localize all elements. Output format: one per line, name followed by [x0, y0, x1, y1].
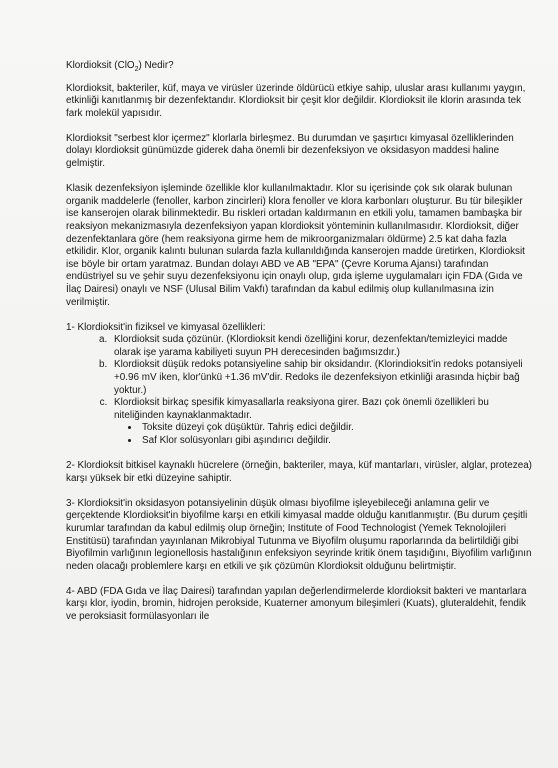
paragraph-classic-disinfection: Klasik dezenfeksiyon işleminde özellikle klor kullanılmaktadır. Klor su içerisinde çok sık olarak bulunan organik maddelerle (fenoller, karbon zincirleri) klora fenoller ve klora karbonları oluşturur. Bu tür bileşikler ise kanserojen olarak bilinmektedir. Bu riskleri ortadan kaldırmanın en etkili yolu, tamamen bambaşka bir reaksiyon mekanizmasıyla dezenfeksiyon yapan klordioksit yönteminin kullanılmasıdır. Klordioksit, diğer dezenfektanlara göre (hem reaksiyona girme hem de mikroorganizmaları öldürme) 2.5 kat daha fazla etkilidir. Klor, organik kalıntı bulunan sularda fazla kullanıldığında kanserojen madde üretirken, Klordioksit ise böyle bir ortam yaratmaz. Bundan dolayı ABD ve AB "EPA" (Çevre Koruma Ajansı) tarafından endüstriyel su ve şehir suyu dezenfeksiyonu için onaylı olup, gıda işleme uygulamaları için FDA (Gıda ve İlaç Dairesi) onaylı ve NSF (Ulusal Bilim Vakfı) tarafından da kabul edilmiş olup kullanılmasına izin verilmiştir. — [66, 183, 525, 308]
property-text: Klordioksit suda çözünür. (Klordioksit kendi özelliğini korur, dezenfektan/temizleyici madde olarak işe yarama kabiliyeti suyun PH derecesinden bağımsızdır.) — [114, 334, 508, 358]
list-item — [110, 397, 536, 447]
section-plant-cells: 2- Klordioksit bitkisel kaynaklı hücrelere (örneğin, bakteriler, maya, küf mantarları, virüsler, alglar, protezea) karşı yüksek bir etki düzeyine sahiptir. — [66, 460, 532, 484]
paragraph-definition: Klordioksit, bakteriler, küf, maya ve virüsler üzerinde öldürücü etkiye sahip, uluslar arası kullanımı yaygın, etkinliği kanıtlanmış bir dezenfektandır. Klordioksit bir çeşit klor değildir. Klordioksit ile klorin arasında tek fark molekül yapısıdır. — [66, 82, 526, 119]
section-heading: 1- Klordioksit'in fiziksel ve kimyasal özellikleri: — [66, 321, 266, 333]
bullet-item: • Toksite düzeyi çok düşüktür. Tahriş edici değildir. — [140, 422, 536, 435]
property-text: Klordioksit düşük redoks potansiyeline sahip bir oksidandır. (Klorindioksit'in redoks potansiyeli +0.96 mV iken, klor'ünkü +1.36 mV'dir. Redoks ile dezenfeksiyon etkinliği arasında hiçbir bağ yoktur.) — [114, 359, 523, 396]
list-item — [110, 334, 536, 359]
bullet-item: • Saf Klor solüsyonları gibi aşındırıcı değildir. — [140, 435, 536, 448]
title-suffix: ) Nedir? — [138, 60, 174, 71]
list-item — [110, 359, 536, 397]
section-fda-evaluation: 4- ABD (FDA Gıda ve İlaç Dairesi) tarafından yapılan değerlendirmelerde klordioksit bakteri ve mantarlara karşı klor, iyodin, bromin, hidrojen perokside, Kuaterner amonyum bileşimleri (Kuats), gluteraldehit, fendik ve peroksiasit formülasyonları ile — [66, 585, 527, 622]
property-list — [66, 334, 536, 447]
section-biofilm: 3- Klordioksit'in oksidasyon potansiyelinin düşük olması biyofilme işleyebileceği anlamına gelir ve gerçektende Klordioksit'in biyofilme karşı en etkili kimyasal madde olduğu kanıtlanmıştır. (Bu durum çeşitli kurumlar tarafından da kabul edilmiş olup örneğin; Institute of Food Technologist (Yemek Teknolojileri Enstitüsü) tarafından yayınlanan Mikrobiyal Tutunma ve Biyofilm oluşumu raporlarında da belirtildiği gibi Biyofilmin varlığının legionellosis hastalığının enfeksiyon seyrinde kritik önem taşıdığını, Biyofilim varlığının neden olacağı problemlere karşı en etkili ve şık çözümün Klordioksit olduğunu belirtmiştir. — [66, 497, 532, 572]
title-subscript: 2 — [134, 65, 139, 73]
title-text: Klordioksit (ClO — [66, 60, 135, 71]
document-title — [66, 60, 536, 73]
section-properties — [66, 322, 536, 448]
paragraph-free-chlorine: Klordioksit "serbest klor içermez" klorlarla birleşmez. Bu durumdan ve şaşırtıcı kimyasal özelliklerinden dolayı klordioksit günümüzde giderek daha önemli bir dezenfeksiyon ve oksidasyon maddesi haline gelmiştir. — [66, 132, 514, 170]
property-text: Klordioksit birkaç spesifik kimyasallarla reaksiyona girer. Bazı çok önemli özellikleri bu niteliğinden kaynaklanmaktadır. — [114, 397, 489, 421]
bullet-list — [114, 422, 536, 447]
